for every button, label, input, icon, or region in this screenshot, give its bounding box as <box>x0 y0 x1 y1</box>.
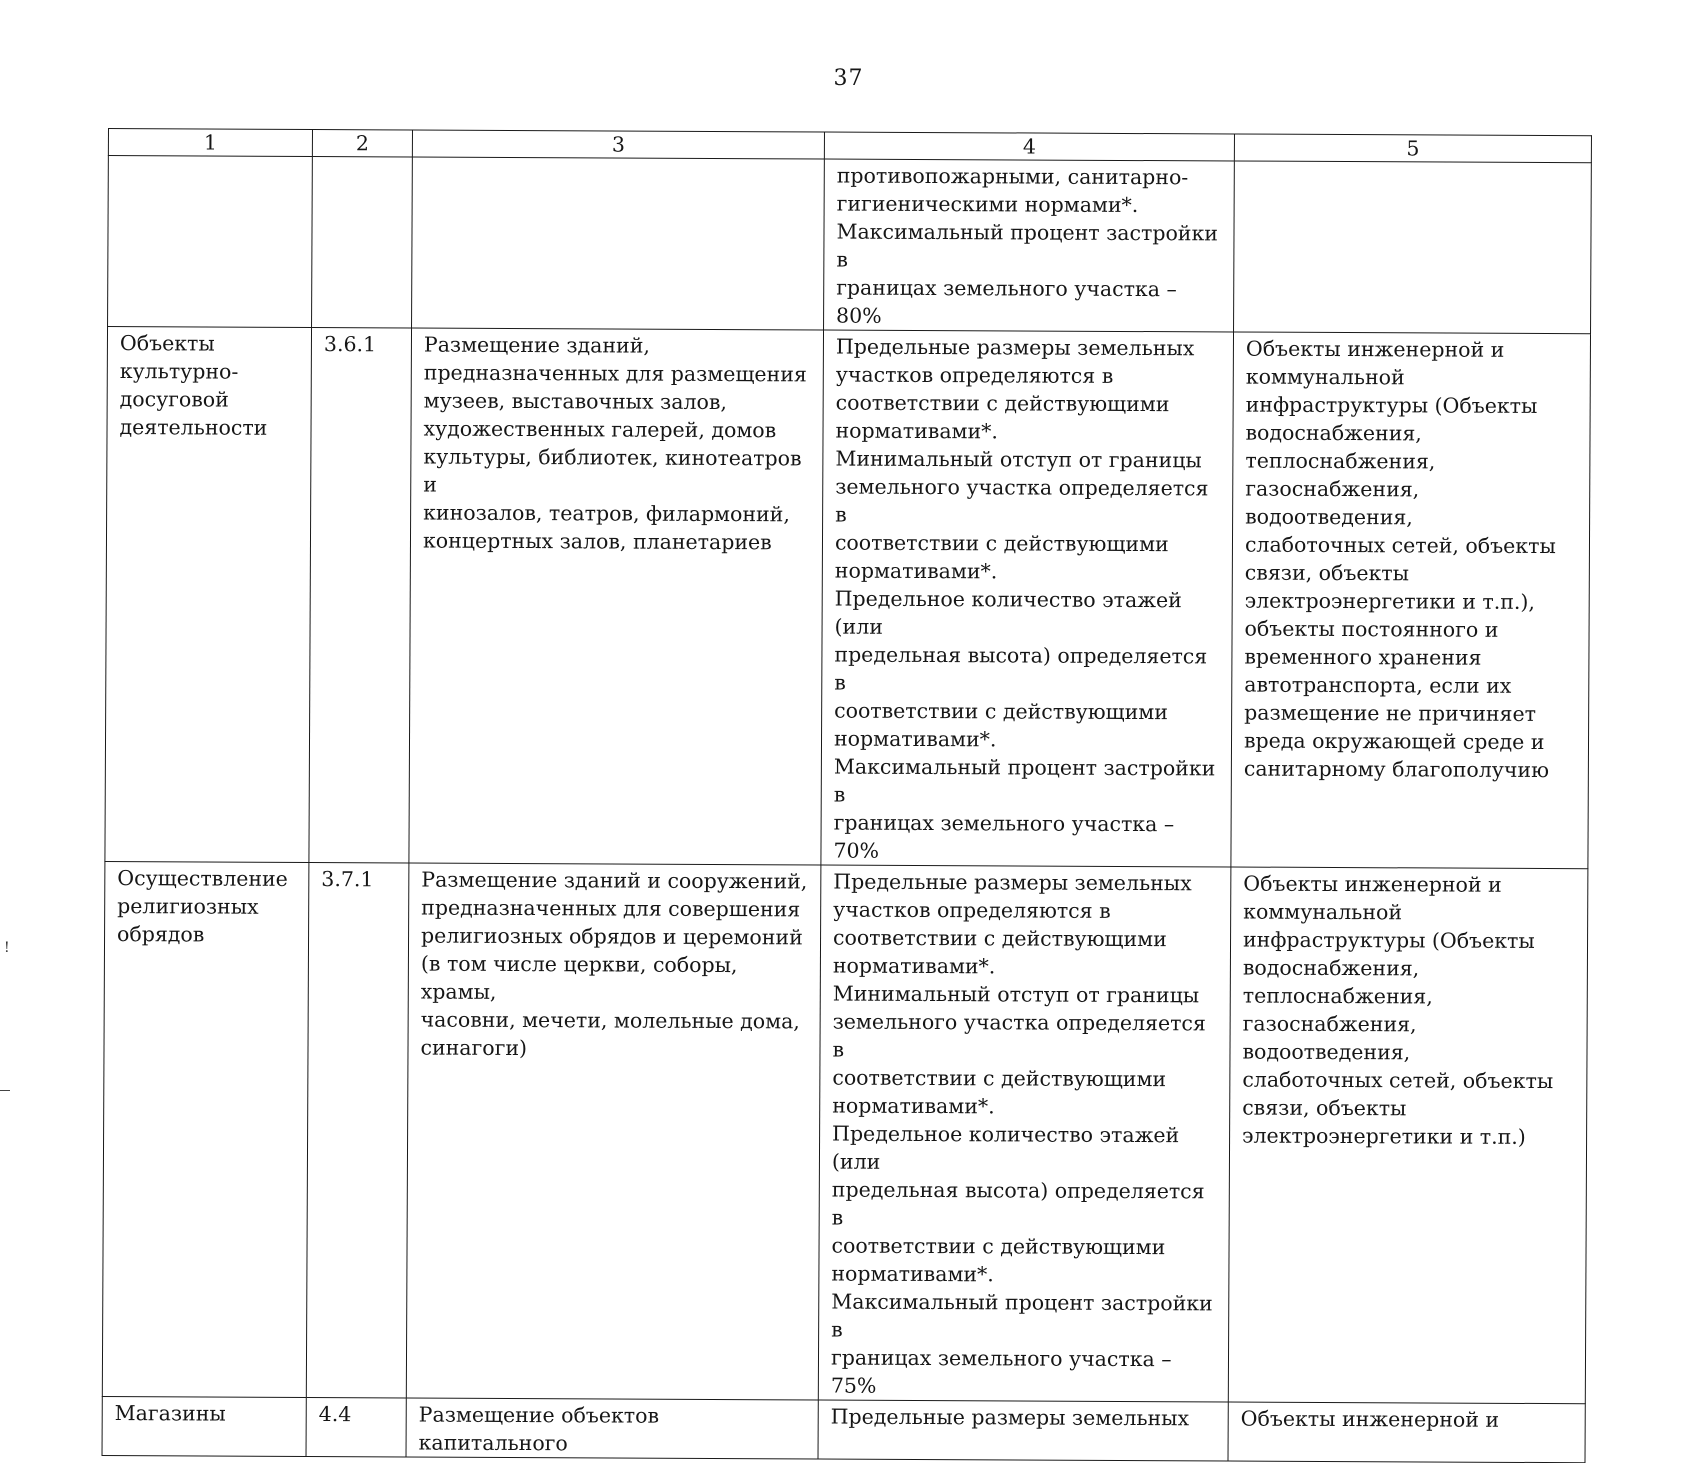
page-number: 37 <box>833 66 864 91</box>
use-description-cell: Размещение зданий и сооружений, предназначенных для совершения религиозных обрядов и церемоний (в том числе церкви, соборы, храмы, часовни, мечети, молельные дома, синагоги) <box>406 863 821 1400</box>
use-name-cell: Осуществление религиозных обрядов <box>102 861 309 1397</box>
auxiliary-uses-cell: Объекты инженерной и <box>1228 1402 1585 1463</box>
use-code-cell <box>312 156 413 327</box>
table-row <box>102 1396 1585 1462</box>
column-header: 5 <box>1234 134 1591 163</box>
parameters-cell: Предельные размеры земельных участков определяются в соответствии с действующими нормативами*. Минимальный отступ от границы земельного участка определяется в соответствии с действующими нормативами*. Предельное количество этажей (или предельная высота) определяется в соответствии с действующими нормативами*. Максимальный процент застройки в границах земельного участка – 70% <box>821 330 1234 867</box>
parameters-cell: Предельные размеры земельных <box>818 1400 1228 1461</box>
table-row <box>108 156 1592 334</box>
scan-margin-dash <box>0 1090 10 1091</box>
column-header: 1 <box>108 129 312 157</box>
use-description-cell: Размещение зданий, предназначенных для размещения музеев, выставочных залов, художественных галерей, домов культуры, библиотек, кинотеатров и кинозалов, театров, филармоний, концертных залов, планетариев <box>409 328 824 865</box>
use-name-cell: Объекты культурно- досуговой деятельности <box>105 327 312 863</box>
column-header: 3 <box>412 130 824 159</box>
column-header: 4 <box>824 132 1234 161</box>
use-code-cell: 3.7.1 <box>306 862 409 1397</box>
parameters-cell: противопожарными, санитарно- гигиеническими нормами*. Максимальный процент застройки в границах земельного участка – 80% <box>824 159 1235 332</box>
auxiliary-uses-cell: Объекты инженерной и коммунальной инфраструктуры (Объекты водоснабжения, теплоснабжения, газоснабжения, водоотведения, слаботочных сетей, объекты связи, объекты электроэнергетики и т.п.), объекты постоянного и временного хранения автотранспорта, если их размещение не причиняет вреда окружающей среде и санитарному благополучию <box>1231 332 1591 869</box>
auxiliary-uses-cell <box>1234 161 1592 334</box>
auxiliary-uses-cell: Объекты инженерной и коммунальной инфраструктуры (Объекты водоснабжения, теплоснабжения, газоснабжения, водоотведения, слаботочных сетей, объекты связи, объекты электроэнергетики и т.п.) <box>1228 867 1588 1404</box>
land-use-table <box>102 128 1592 1463</box>
use-code-cell: 4.4 <box>306 1397 406 1456</box>
parameters-cell: Предельные размеры земельных участков определяются в соответствии с действующими нормативами*. Минимальный отступ от границы земельного участка определяется в соответствии с действующими нормативами*. Предельное количество этажей (или предельная высота) определяется в соответствии с действующими нормативами*. Максимальный процент застройки в границах земельного участка – 75% <box>818 865 1231 1402</box>
use-name-cell: Магазины <box>102 1396 306 1456</box>
use-name-cell <box>108 156 313 328</box>
column-header: 2 <box>312 129 412 156</box>
table-row <box>102 861 1588 1403</box>
table-row <box>105 327 1591 869</box>
use-code-cell: 3.6.1 <box>309 327 412 862</box>
use-description-cell <box>412 157 825 330</box>
use-description-cell: Размещение объектов капитального <box>406 1398 818 1459</box>
margin-mark: ! <box>4 940 10 956</box>
